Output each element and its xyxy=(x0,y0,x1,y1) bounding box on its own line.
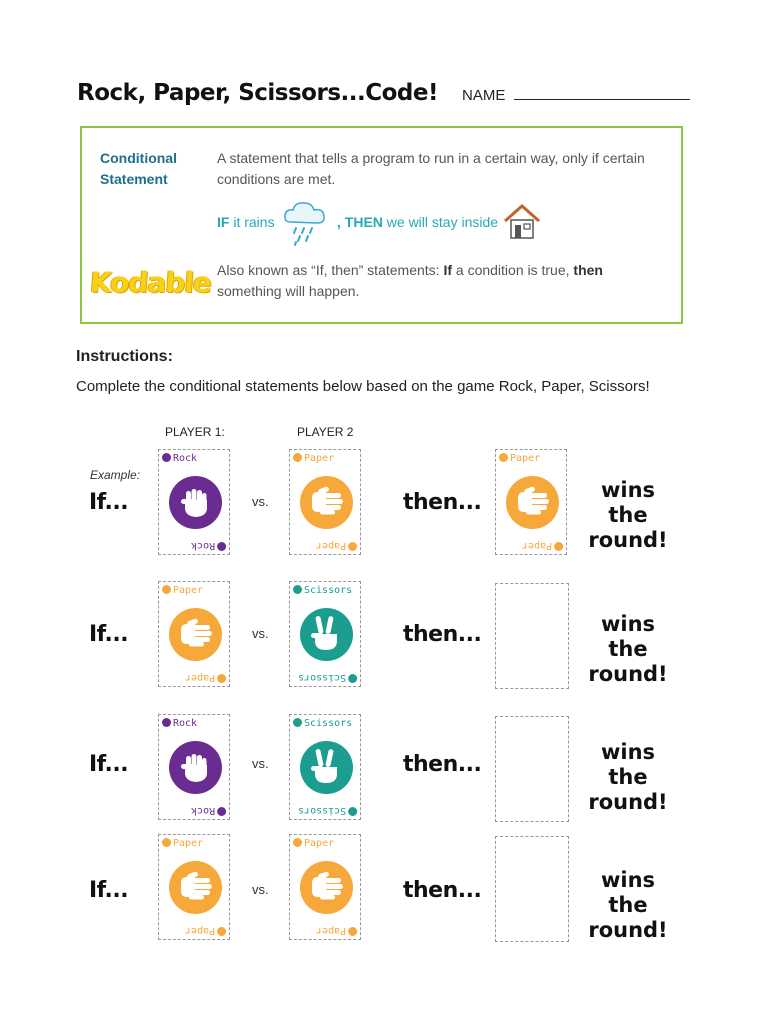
definition-box xyxy=(80,126,683,324)
term-line1: Conditional xyxy=(100,150,177,166)
card-name: Paper xyxy=(510,453,541,464)
wins-line2: round! xyxy=(588,918,668,942)
wins-the-round-label xyxy=(580,478,676,553)
wins-the-round-label xyxy=(580,740,676,815)
aka-end: something will happen. xyxy=(217,283,360,299)
player1-column-label: PLAYER 1: xyxy=(165,425,225,439)
card-name-rotated: Rock xyxy=(190,540,215,551)
fist-icon xyxy=(169,741,222,794)
card-name-rotated: Paper xyxy=(315,540,346,551)
wins-line1: wins the xyxy=(600,740,656,789)
card-name: Scissors xyxy=(304,585,353,596)
winner-answer-box[interactable] xyxy=(495,716,569,822)
card-name: Paper xyxy=(173,838,204,849)
instructions-text: Complete the conditional statements below based on the game Rock, Paper, Scissors! xyxy=(76,378,650,395)
open-hand-icon xyxy=(169,608,222,661)
page-title: Rock, Paper, Scissors...Code! xyxy=(77,80,438,106)
card-name-rotated: Paper xyxy=(315,925,346,936)
card-dot-icon xyxy=(293,718,302,727)
then-label: then... xyxy=(403,752,482,777)
aka-mid: a condition is true, xyxy=(452,262,574,278)
aka-if: If xyxy=(443,262,452,278)
card-name-rotated: Paper xyxy=(184,925,215,936)
term-label xyxy=(100,148,177,190)
card-name-rotated: Paper xyxy=(184,672,215,683)
card-label-bottom xyxy=(316,540,357,551)
definition-text: A statement that tells a program to run in a certain way, only if certain conditions are met. xyxy=(217,150,645,187)
then-label: then... xyxy=(403,490,482,515)
instructions-heading: Instructions: xyxy=(76,348,173,365)
card-dot-icon xyxy=(217,674,226,683)
rock-card xyxy=(158,714,230,820)
winner-answer-box[interactable] xyxy=(495,583,569,689)
aka-pre: Also known as “If, then” statements: xyxy=(217,262,444,278)
card-dot-icon xyxy=(554,542,563,551)
open-hand-icon xyxy=(506,476,559,529)
card-dot-icon xyxy=(293,838,302,847)
card-label-top xyxy=(293,453,334,464)
if-label: If... xyxy=(89,752,129,777)
card-label-bottom xyxy=(185,672,226,683)
card-dot-icon xyxy=(162,838,171,847)
card-dot-icon xyxy=(348,674,357,683)
example-if-part xyxy=(217,214,275,230)
name-label: NAME xyxy=(462,87,506,104)
aka-text xyxy=(217,260,657,302)
card-label-bottom xyxy=(316,925,357,936)
card-label-bottom xyxy=(298,672,357,683)
name-underline[interactable] xyxy=(514,85,690,100)
card-label-bottom xyxy=(522,540,563,551)
peace-hand-icon xyxy=(300,608,353,661)
name-field[interactable] xyxy=(462,85,690,104)
example-then: , THEN xyxy=(337,214,383,230)
wins-line2: round! xyxy=(588,790,668,814)
if-label: If... xyxy=(89,878,129,903)
card-dot-icon xyxy=(162,453,171,462)
paper-card xyxy=(289,449,361,555)
card-label-top xyxy=(293,585,352,596)
wins-the-round-label xyxy=(580,612,676,687)
card-name-rotated: Scissors xyxy=(297,805,346,816)
card-dot-icon xyxy=(348,807,357,816)
wins-line1: wins the xyxy=(600,868,656,917)
vs-label: vs. xyxy=(252,494,269,509)
card-label-top xyxy=(499,453,540,464)
card-dot-icon xyxy=(162,718,171,727)
paper-card xyxy=(158,581,230,687)
card-dot-icon xyxy=(348,542,357,551)
card-name-rotated: Rock xyxy=(190,805,215,816)
card-name: Scissors xyxy=(304,718,353,729)
wins-the-round-label xyxy=(580,868,676,943)
term-line2: Statement xyxy=(100,171,168,187)
card-label-top xyxy=(162,585,203,596)
fist-icon xyxy=(169,476,222,529)
card-dot-icon xyxy=(217,927,226,936)
card-name-rotated: Scissors xyxy=(297,672,346,683)
example-if: IF xyxy=(217,214,230,230)
card-name: Paper xyxy=(173,585,204,596)
vs-label: vs. xyxy=(252,882,269,897)
vs-label: vs. xyxy=(252,626,269,641)
card-label-top xyxy=(162,718,197,729)
card-dot-icon xyxy=(348,927,357,936)
card-name: Rock xyxy=(173,718,198,729)
player2-column-label: PLAYER 2 xyxy=(297,425,354,439)
example-then-part xyxy=(337,214,498,230)
paper-card xyxy=(289,834,361,940)
card-dot-icon xyxy=(162,585,171,594)
card-label-bottom xyxy=(191,805,226,816)
card-label-top xyxy=(293,718,352,729)
kodable-logo: Kodable xyxy=(88,266,213,299)
card-name-rotated: Paper xyxy=(521,540,552,551)
card-name: Paper xyxy=(304,453,335,464)
rain-cloud-icon xyxy=(282,198,328,248)
wins-line1: wins the xyxy=(600,478,656,527)
card-dot-icon xyxy=(293,453,302,462)
peace-hand-icon xyxy=(300,741,353,794)
scissors-card xyxy=(289,714,361,820)
example-end: we will stay inside xyxy=(382,214,499,230)
vs-label: vs. xyxy=(252,756,269,771)
card-label-top xyxy=(162,453,197,464)
card-label-bottom xyxy=(185,925,226,936)
open-hand-icon xyxy=(300,861,353,914)
paper-card xyxy=(158,834,230,940)
scissors-card xyxy=(289,581,361,687)
card-label-bottom xyxy=(298,805,357,816)
card-dot-icon xyxy=(217,807,226,816)
card-label-bottom xyxy=(191,540,226,551)
winner-answer-box[interactable] xyxy=(495,836,569,942)
if-label: If... xyxy=(89,490,129,515)
card-dot-icon xyxy=(293,585,302,594)
house-icon xyxy=(502,202,542,242)
wins-line2: round! xyxy=(588,528,668,552)
example-label: Example: xyxy=(90,468,141,482)
card-dot-icon xyxy=(499,453,508,462)
card-dot-icon xyxy=(217,542,226,551)
wins-line2: round! xyxy=(588,662,668,686)
then-label: then... xyxy=(403,622,482,647)
rock-card xyxy=(158,449,230,555)
open-hand-icon xyxy=(300,476,353,529)
card-label-top xyxy=(162,838,203,849)
wins-line1: wins the xyxy=(600,612,656,661)
example-mid: it rains xyxy=(229,214,275,230)
then-label: then... xyxy=(403,878,482,903)
if-label: If... xyxy=(89,622,129,647)
card-name: Rock xyxy=(173,453,198,464)
open-hand-icon xyxy=(169,861,222,914)
card-name: Paper xyxy=(304,838,335,849)
aka-then: then xyxy=(573,262,603,278)
card-label-top xyxy=(293,838,334,849)
paper-card xyxy=(495,449,567,555)
